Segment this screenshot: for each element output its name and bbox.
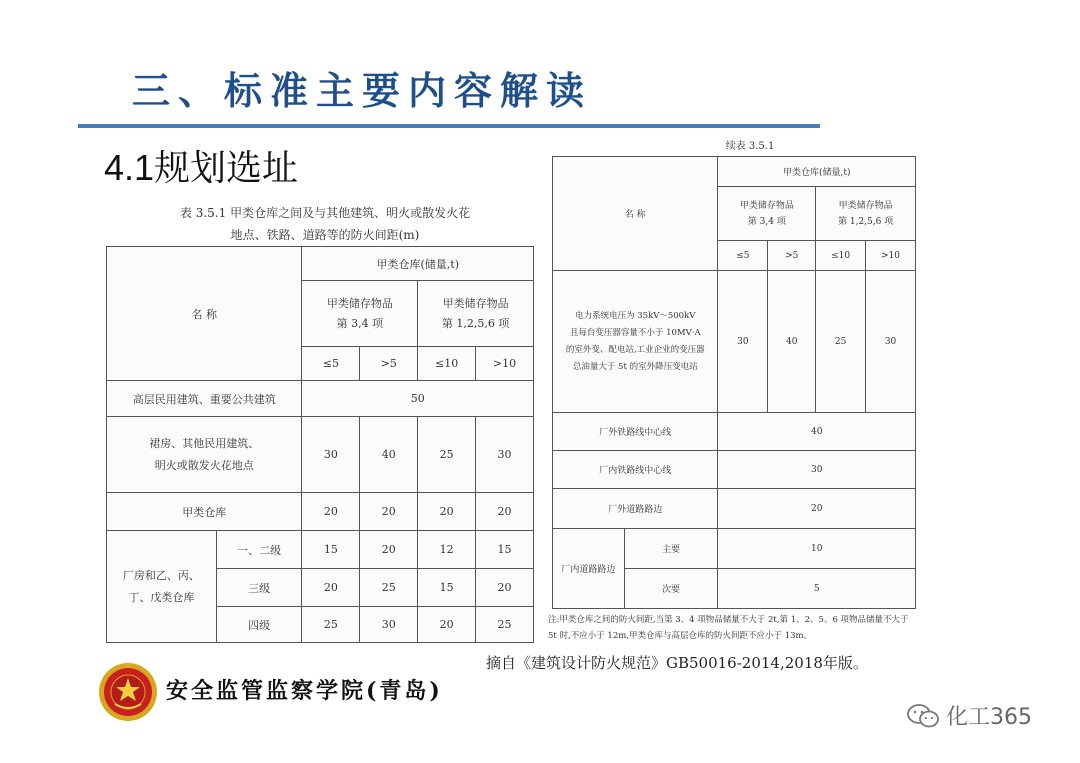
table-row: [553, 271, 916, 413]
value-cell: 25: [418, 417, 476, 493]
org-name: 安全监管监察学院(青岛): [166, 678, 443, 704]
row-name-cell: 高层民用建筑、重要公共建筑: [107, 381, 302, 417]
limit-cell: ≤10: [816, 241, 866, 271]
row-name-cell: 厂内铁路线中心线: [553, 451, 718, 489]
merged-value-cell: 30: [718, 451, 916, 489]
value-cell: 20: [418, 493, 476, 531]
group-header-cell: 甲类仓库(储量,t): [718, 157, 916, 187]
limit-cell: >10: [476, 347, 534, 381]
name-header-cell: 名 称: [553, 157, 718, 271]
left-table-caption-line1: 表 3.5.1 甲类仓库之间及与其他建筑、明火或散发火花: [179, 206, 471, 220]
row-name-cell: 厂外道路路边: [553, 489, 718, 529]
slide-title: 三、标准主要内容解读: [132, 68, 593, 113]
table-note-line1: 注:甲类仓库之间的防火间距,当第 3、4 项物品储量不大于 2t,第 1、2、5、6 项物品储量不大于: [548, 615, 909, 625]
table-note: [548, 612, 928, 644]
grade-cell: 四级: [216, 607, 302, 643]
value-cell: 20: [302, 493, 360, 531]
group-header-cell: 甲类仓库(储量,t): [302, 247, 534, 281]
wechat-icon: [906, 703, 940, 729]
limit-cell: >10: [866, 241, 916, 271]
row-name-cell: 厂外铁路线中心线: [553, 413, 718, 451]
value-cell: 30: [360, 607, 418, 643]
value-cell: 40: [768, 271, 816, 413]
table-row: [553, 451, 916, 489]
value-cell: 30: [718, 271, 768, 413]
left-table-caption: [150, 202, 500, 246]
value-cell: 20: [476, 493, 534, 531]
value-cell: 25: [302, 607, 360, 643]
value-cell: 30: [302, 417, 360, 493]
limit-cell: ≤10: [418, 347, 476, 381]
table-note-line2: 5t 时,不应小于 12m,甲类仓库与高层仓库的防火间距不应小于 13m。: [548, 631, 813, 641]
row-name-cell: 主要: [624, 529, 718, 569]
inner-road-group-cell: 厂内道路路边: [553, 529, 625, 609]
value-cell: 30: [476, 417, 534, 493]
limit-cell: >5: [768, 241, 816, 271]
value-cell: 20: [360, 531, 418, 569]
value-cell: 25: [816, 271, 866, 413]
source-citation: 摘自《建筑设计防火规范》GB50016-2014,2018年版。: [486, 654, 868, 672]
row-name-cell: 裙房、其他民用建筑、 明火或散发火花地点: [107, 417, 302, 493]
merged-value-cell: 10: [718, 529, 916, 569]
wechat-watermark: [906, 700, 1032, 731]
limit-cell: >5: [360, 347, 418, 381]
value-cell: 20: [418, 607, 476, 643]
value-cell: 15: [418, 569, 476, 607]
value-cell: 12: [418, 531, 476, 569]
right-fire-distance-table: [552, 156, 916, 609]
subheader-items-3-4: 甲类储存物品 第 3,4 项: [718, 187, 816, 241]
value-cell: 25: [360, 569, 418, 607]
row-name-cell: 甲类仓库: [107, 493, 302, 531]
grade-cell: 三级: [216, 569, 302, 607]
value-cell: 15: [476, 531, 534, 569]
academy-emblem-icon: [98, 662, 158, 722]
value-cell: 15: [302, 531, 360, 569]
value-cell: 30: [866, 271, 916, 413]
merged-value-cell: 20: [718, 489, 916, 529]
table-row: [553, 413, 916, 451]
table-row: [107, 381, 534, 417]
value-cell: 40: [360, 417, 418, 493]
left-fire-distance-table: [106, 246, 534, 643]
table-row: [107, 531, 534, 569]
merged-value-cell: 5: [718, 569, 916, 609]
section-heading: 4.1规划选址: [104, 147, 299, 188]
right-table-caption: 续表 3.5.1: [725, 141, 775, 152]
factory-group-cell: 厂房和乙、丙、 丁、戊类仓库: [107, 531, 217, 643]
limit-cell: ≤5: [718, 241, 768, 271]
table-row: [107, 417, 534, 493]
table-row: [107, 493, 534, 531]
value-cell: 20: [302, 569, 360, 607]
subheader-items-1-2-5-6: 甲类储存物品 第 1,2,5,6 项: [816, 187, 916, 241]
grade-cell: 一、二级: [216, 531, 302, 569]
subheader-items-1-2-5-6: 甲类储存物品 第 1,2,5,6 项: [418, 281, 534, 347]
wechat-account-name: 化工365: [946, 705, 1032, 730]
merged-value-cell: 40: [718, 413, 916, 451]
title-divider: [78, 124, 820, 128]
table-row: [553, 529, 916, 569]
value-cell: 25: [476, 607, 534, 643]
limit-cell: ≤5: [302, 347, 360, 381]
row-name-cell: 次要: [624, 569, 718, 609]
value-cell: 20: [360, 493, 418, 531]
row-name-cell: 电力系统电压为 35kV～500kV 且每台变压器容量不小于 10MV·A 的室外变、配电站,工业企业的变压器 总油量大于 5t 的室外降压变电站: [553, 271, 718, 413]
subheader-items-3-4: 甲类储存物品 第 3,4 项: [302, 281, 418, 347]
table-row: [553, 489, 916, 529]
left-table-caption-line2: 地点、铁路、道路等的防火间距(m): [230, 228, 420, 242]
name-header-cell: 名 称: [107, 247, 302, 381]
merged-value-cell: 50: [302, 381, 534, 417]
value-cell: 20: [476, 569, 534, 607]
